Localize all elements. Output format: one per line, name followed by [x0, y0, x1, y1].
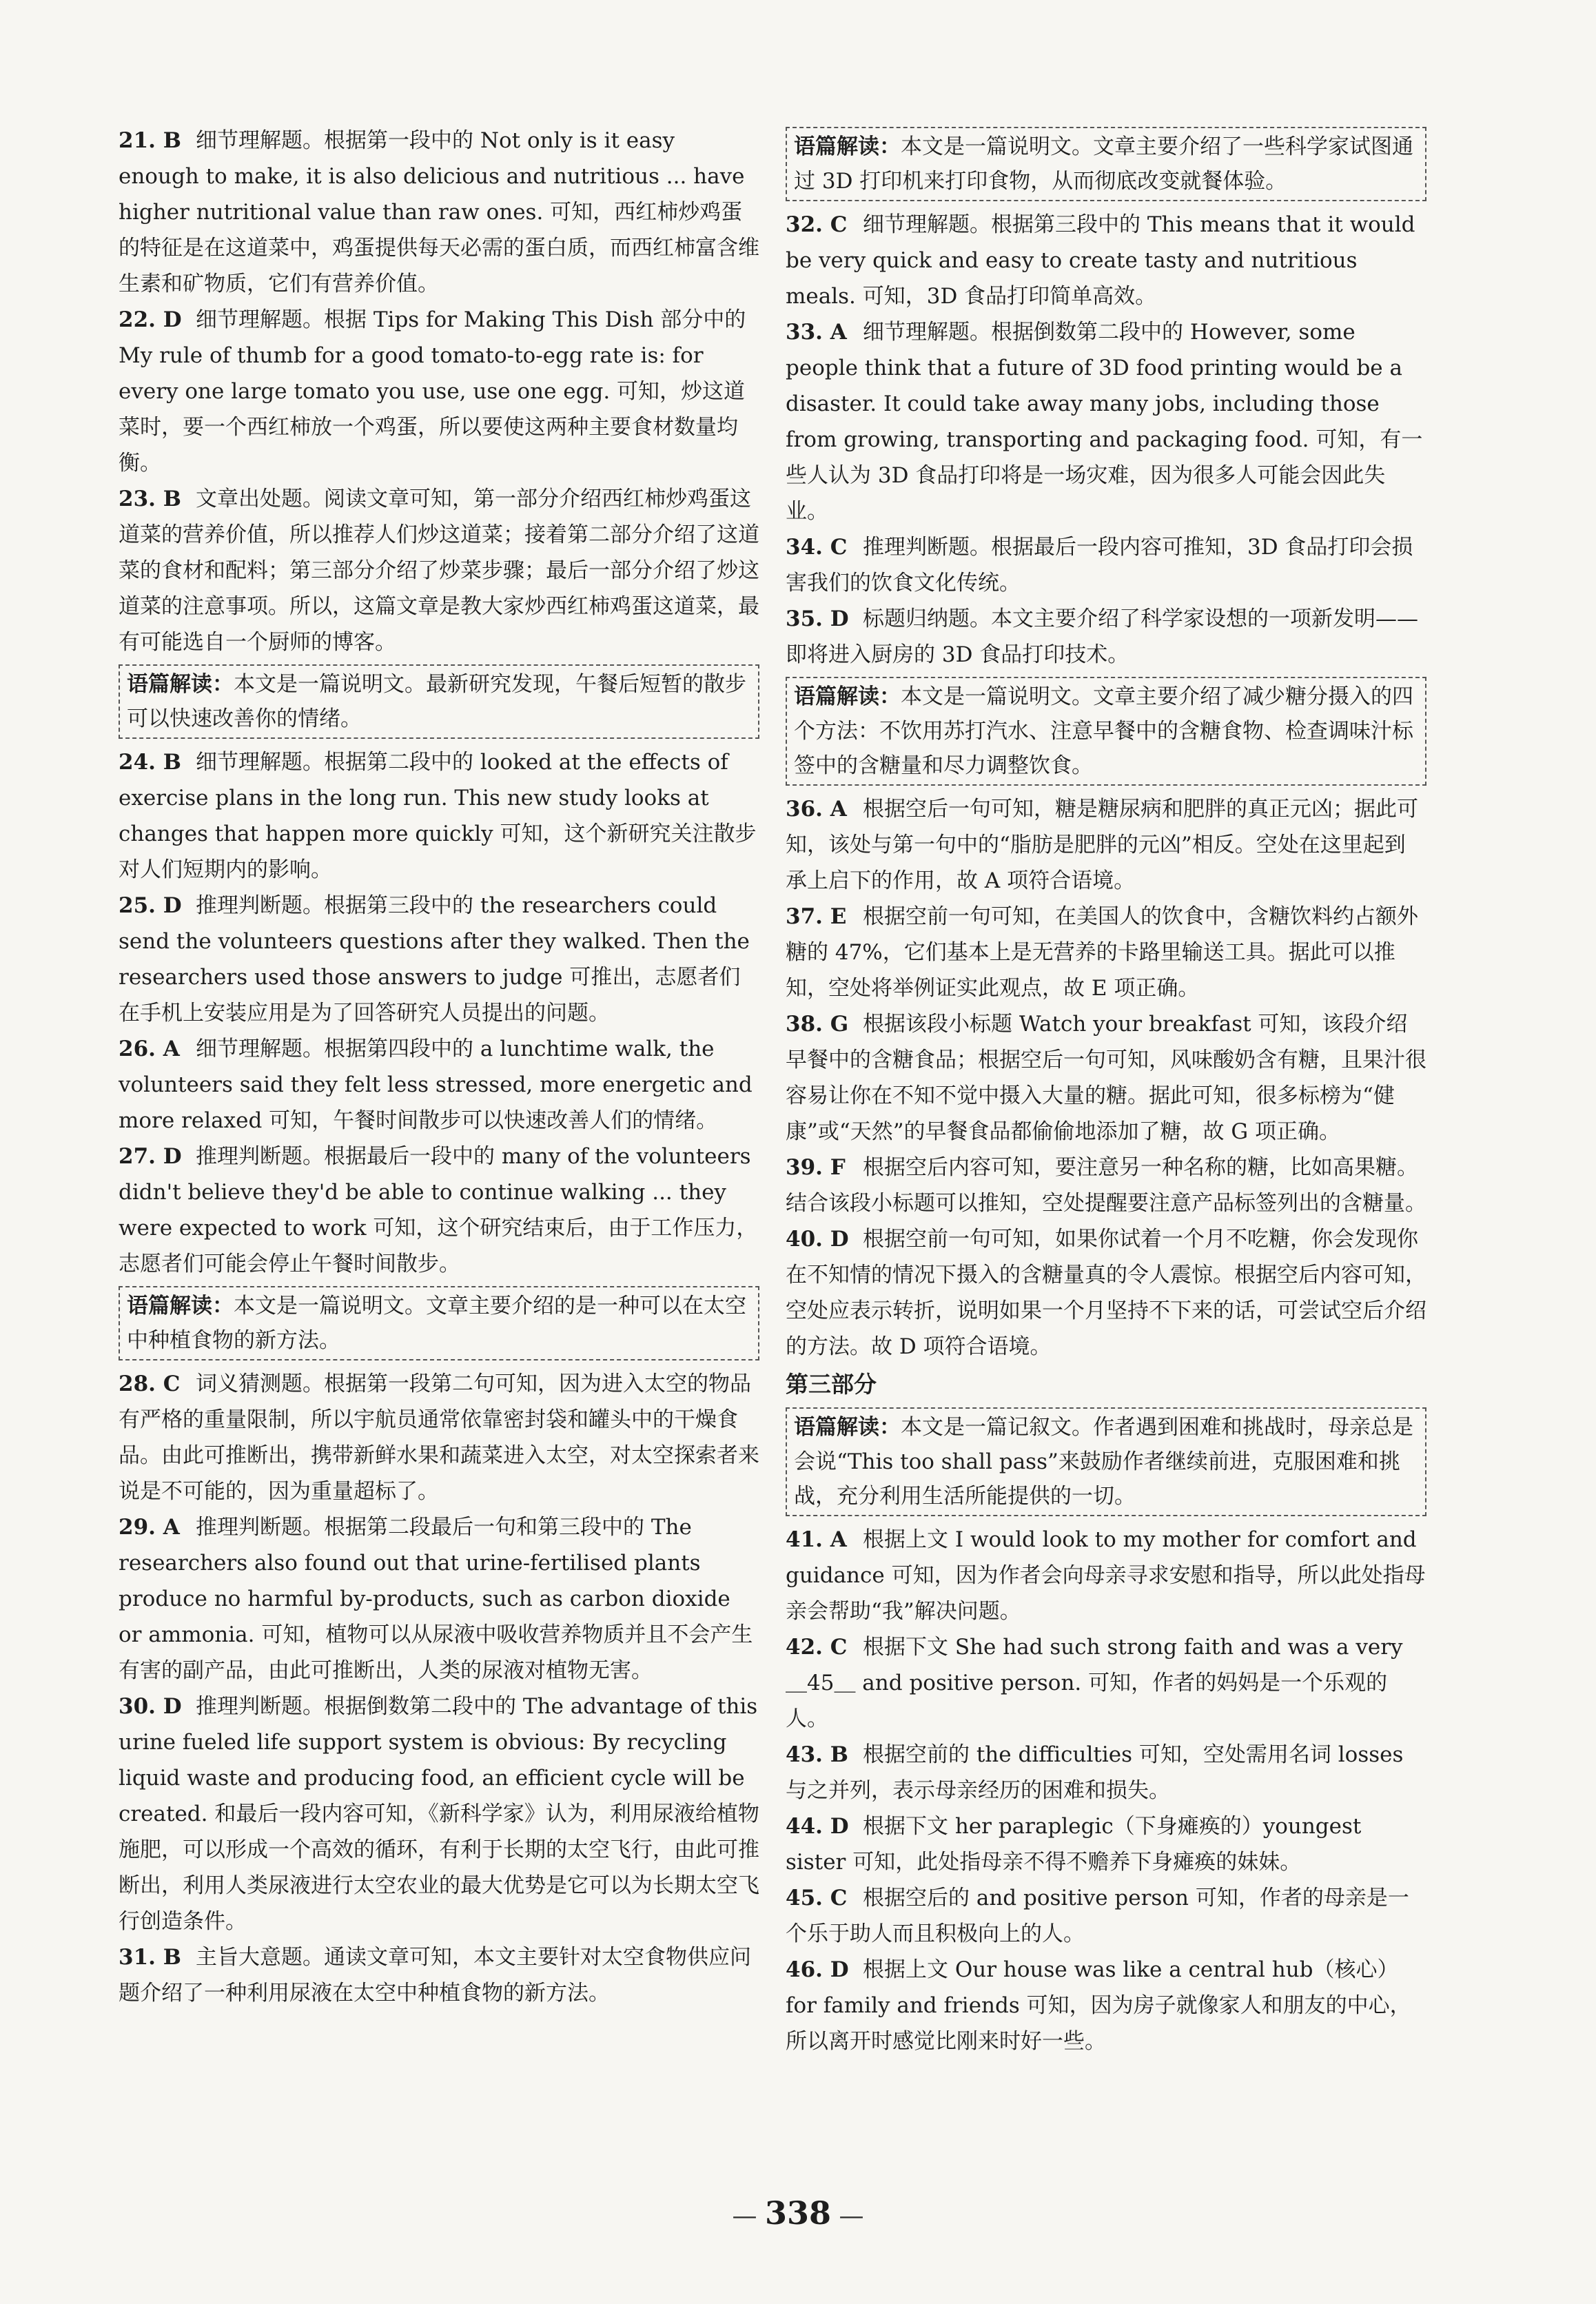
answer-number: 40. D [786, 1227, 849, 1252]
passage-analysis-box [786, 1407, 1426, 1516]
passage-analysis-text: 本文是一篇说明文。最新研究发现，午餐后短暂的散步可以快速改善你的情绪。 [127, 672, 746, 731]
passage-analysis-box [786, 127, 1426, 201]
passage-analysis-label: 语篇解读： [794, 684, 901, 709]
passage-analysis-text: 本文是一篇说明文。文章主要介绍的是一种可以在太空中种植食物的新方法。 [127, 1294, 746, 1353]
answer-explanation: 细节理解题。根据倒数第二段中的 However, some people think that a future of 3D food printing would be a disaster. It could take away many jobs, including those from growing, transporting and packaging food. 可知，有一些人认为 3D 食品打印将是一场灾难，因为很多人可能会因此失业。 [786, 320, 1423, 524]
answer-number: 34. C [786, 535, 848, 560]
answer-item [786, 1629, 1426, 1737]
passage-analysis-label: 语篇解读： [127, 672, 234, 697]
answer-number: 25. D [119, 893, 182, 918]
answer-item [786, 1006, 1426, 1150]
answer-number: 43. B [786, 1742, 848, 1767]
answer-number: 36. A [786, 797, 847, 822]
answer-explanation: 推理判断题。根据最后一段内容可推知，3D 食品打印会损害我们的饮食文化传统。 [786, 535, 1413, 595]
answer-number: 31. B [119, 1945, 181, 1970]
answer-item [786, 1952, 1426, 2059]
answer-explanation: 根据下文 her paraplegic（下身瘫痪的）youngest sister 可知，此处指母亲不得不赡养下身瘫痪的妹妹。 [786, 1814, 1362, 1875]
answer-number: 23. B [119, 487, 181, 511]
passage-analysis-text: 本文是一篇记叙文。作者遇到困难和挑战时，母亲总是会说“This too shall pass”来鼓励作者继续前进，克服困难和挑战，充分利用生活所能提供的一切。 [794, 1415, 1413, 1509]
answer-item [786, 1737, 1426, 1808]
passage-analysis-box [786, 677, 1426, 786]
answer-item [786, 314, 1426, 529]
answer-explanation: 推理判断题。根据倒数第二段中的 The advantage of this urine fueled life support system is obvious: By recycling liquid waste and producing food, an efficient cycle will be created. 和最后一段内容可知，《新科学家》认为，利用尿液给植物施肥，可以形成一个高效的循环，有利于长期的太空飞行，由此可推断出，利用人类尿液进行太空农业的最大优势是它可以为长期太空飞行创造条件。 [119, 1694, 759, 1934]
section-heading: 第三部分 [786, 1371, 877, 1398]
answer-item [786, 899, 1426, 1006]
answer-item [119, 1031, 759, 1139]
answer-item [119, 481, 759, 660]
page-footer: — 338 — [732, 2194, 864, 2232]
answer-item [119, 123, 759, 302]
answer-number: 28. C [119, 1372, 181, 1396]
answer-explanation: 细节理解题。根据第二段中的 looked at the effects of exercise plans in the long run. This new study looks at changes that happen more quickly 可知，这个新研究关注散步对人们短期内的影响。 [119, 750, 757, 882]
answer-number: 41. A [786, 1527, 847, 1552]
answer-explanation: 细节理解题。根据第三段中的 This means that it would be very quick and easy to create tasty and nutritious meals. 可知，3D 食品打印简单高效。 [786, 212, 1415, 309]
answer-item [786, 1808, 1426, 1880]
answer-number: 39. F [786, 1155, 846, 1180]
answer-explanation: 根据空后内容可知，要注意另一种名称的糖，比如高果糖。结合该段小标题可以推知，空处提醒要注意产品标签列出的含糖量。 [786, 1155, 1426, 1216]
answer-number: 44. D [786, 1814, 849, 1839]
answer-explanation: 推理判断题。根据最后一段中的 many of the volunteers didn't believe they'd be able to continue walking ... they were expected to work 可知，这个研究结束后，由于工作压力，志愿者们可能会停止午餐时间散步。 [119, 1144, 758, 1276]
answer-number: 24. B [119, 750, 181, 775]
answer-item [119, 888, 759, 1031]
answer-explanation: 根据空前一句可知，如果你试着一个月不吃糖，你会发现你在不知情的情况下摄入的含糖量真的令人震惊。根据空后内容可知，空处应表示转折，说明如果一个月坚持不下来的话，可尝试空后介绍的方法。故 D 项符合语境。 [786, 1227, 1426, 1359]
answer-item [119, 1509, 759, 1689]
answer-item [119, 744, 759, 888]
page-number: 338 [764, 2194, 832, 2232]
answer-item [119, 1366, 759, 1509]
answer-explanation: 根据上文 Our house was like a central hub（核心）for family and friends 可知，因为房子就像家人和朋友的中心，所以离开时感觉比刚来时好一些。 [786, 1957, 1411, 2054]
answer-explanation: 细节理解题。根据第四段中的 a lunchtime walk, the volunteers said they felt less stressed, more energetic and more relaxed 可知，午餐时间散步可以快速改善人们的情绪。 [119, 1037, 753, 1133]
answer-number: 38. G [786, 1012, 849, 1037]
answer-item [786, 1880, 1426, 1952]
answer-item [119, 1939, 759, 2011]
passage-analysis-text: 本文是一篇说明文。文章主要介绍了一些科学家试图通过 3D 打印机来打印食物，从而彻底改变就餐体验。 [794, 134, 1413, 194]
answer-explanation: 根据空前的 the difficulties 可知，空处需用名词 losses 与之并列，表示母亲经历的困难和损失。 [786, 1742, 1404, 1803]
passage-analysis-box [119, 1286, 759, 1360]
answer-explanation: 根据空前一句可知，在美国人的饮食中，含糖饮料约占额外糖的 47%，它们基本上是无营养的卡路里输送工具。据此可以推知，空处将举例证实此观点，故 E 项正确。 [786, 904, 1418, 1001]
answer-explanation: 细节理解题。根据 Tips for Making This Dish 部分中的 My rule of thumb for a good tomato-to-egg rate is: for every one large tomato you use, use one egg. 可知，炒这道菜时，要一个西红柿放一个鸡蛋，所以要使这两种主要食材数量均衡。 [119, 307, 746, 476]
answer-item [786, 529, 1426, 601]
answer-number: 46. D [786, 1957, 849, 1982]
passage-analysis-text: 本文是一篇说明文。文章主要介绍了减少糖分摄入的四个方法：不饮用苏打汽水、注意早餐中的含糖食物、检查调味汁标签中的含糖量和尽力调整饮食。 [794, 684, 1413, 778]
answer-explanation: 细节理解题。根据第一段中的 Not only is it easy enough to make, it is also delicious and nutritious ... have higher nutritional value than raw ones. 可知，西红柿炒鸡蛋的特征是在这道菜中，鸡蛋提供每天必需的蛋白质，而西红柿富含维生素和矿物质，它们有营养价值。 [119, 128, 759, 296]
answer-explanation: 根据上文 I would look to my mother for comfort and guidance 可知，因为作者会向母亲寻求安慰和指导，所以此处指母亲会帮助“我”解决问题。 [786, 1527, 1426, 1624]
passage-analysis-label: 语篇解读： [794, 134, 901, 159]
answer-number: 42. C [786, 1635, 848, 1660]
answer-explanation: 根据下文 She had such strong faith and was a very ＿45＿ and positive person. 可知，作者的妈妈是一个乐观的人。 [786, 1635, 1403, 1731]
left-column [119, 123, 759, 2011]
passage-analysis-box [119, 664, 759, 739]
answer-explanation: 文章出处题。阅读文章可知，第一部分介绍西红柿炒鸡蛋这道菜的营养价值，所以推荐人们炒这道菜；接着第二部分介绍了这道菜的食材和配料；第三部分介绍了炒菜步骤；最后一部分介绍了炒这道菜的注意事项。所以，这篇文章是教大家炒西红柿鸡蛋这道菜，最有可能选自一个厨师的博客。 [119, 487, 759, 655]
answer-number: 45. C [786, 1886, 848, 1910]
answer-explanation: 根据空后的 and positive person 可知，作者的母亲是一个乐于助人而且积极向上的人。 [786, 1886, 1409, 1946]
right-column [786, 123, 1426, 2059]
answer-number: 35. D [786, 606, 849, 631]
answer-number: 37. E [786, 904, 847, 929]
answer-item [119, 302, 759, 481]
answer-item [786, 1522, 1426, 1629]
answer-number: 27. D [119, 1144, 182, 1169]
answer-item [786, 601, 1426, 673]
answer-number: 22. D [119, 307, 182, 332]
answer-item [119, 1139, 759, 1282]
answer-explanation: 推理判断题。根据第三段中的 the researchers could send the volunteers questions after they walked. Then the researchers used those answers to judge 可推出，志愿者们在手机上安装应用是为了回答研究人员提出的问题。 [119, 893, 750, 1026]
answer-number: 26. A [119, 1037, 180, 1061]
answer-explanation: 标题归纳题。本文主要介绍了科学家设想的一项新发明——即将进入厨房的 3D 食品打印技术。 [786, 606, 1418, 667]
answer-item [786, 1221, 1426, 1365]
answer-item [786, 207, 1426, 314]
answer-number: 21. B [119, 128, 181, 153]
answer-explanation: 根据该段小标题 Watch your breakfast 可知，该段介绍早餐中的含糖食品；根据空后一句可知，风味酸奶含有糖，且果汁很容易让你在不知不觉中摄入大量的糖。据此可知，很多标榜为“健康”或“天然”的早餐食品都偷偷地添加了糖，故 G 项正确。 [786, 1012, 1426, 1144]
answer-item [119, 1689, 759, 1939]
answer-number: 33. A [786, 320, 847, 345]
answer-explanation: 推理判断题。根据第二段最后一句和第三段中的 The researchers also found out that urine-fertilised plants produce no harmful by-products, such as carbon dioxide or ammonia. 可知，植物可以从尿液中吸收营养物质并且不会产生有害的副产品，由此可推断出，人类的尿液对植物无害。 [119, 1515, 753, 1683]
answer-number: 32. C [786, 212, 848, 237]
answer-explanation: 根据空后一句可知，糖是糖尿病和肥胖的真正元凶；据此可知，该处与第一句中的“脂肪是肥胖的元凶”相反。空处在这里起到承上启下的作用，故 A 项符合语境。 [786, 797, 1418, 893]
passage-analysis-label: 语篇解读： [127, 1294, 234, 1318]
answer-item [786, 791, 1426, 899]
answer-explanation: 主旨大意题。通读文章可知，本文主要针对太空食物供应问题介绍了一种利用尿液在太空中种植食物的新方法。 [119, 1945, 751, 2006]
answer-item [786, 1150, 1426, 1221]
answer-explanation: 词义猜测题。根据第一段第二句可知，因为进入太空的物品有严格的重量限制，所以宇航员通常依靠密封袋和罐头中的干燥食品。由此可推断出，携带新鲜水果和蔬菜进入太空，对太空探索者来说是不可能的，因为重量超标了。 [119, 1372, 759, 1504]
answer-number: 30. D [119, 1694, 182, 1719]
answer-number: 29. A [119, 1515, 180, 1540]
passage-analysis-label: 语篇解读： [794, 1415, 901, 1440]
